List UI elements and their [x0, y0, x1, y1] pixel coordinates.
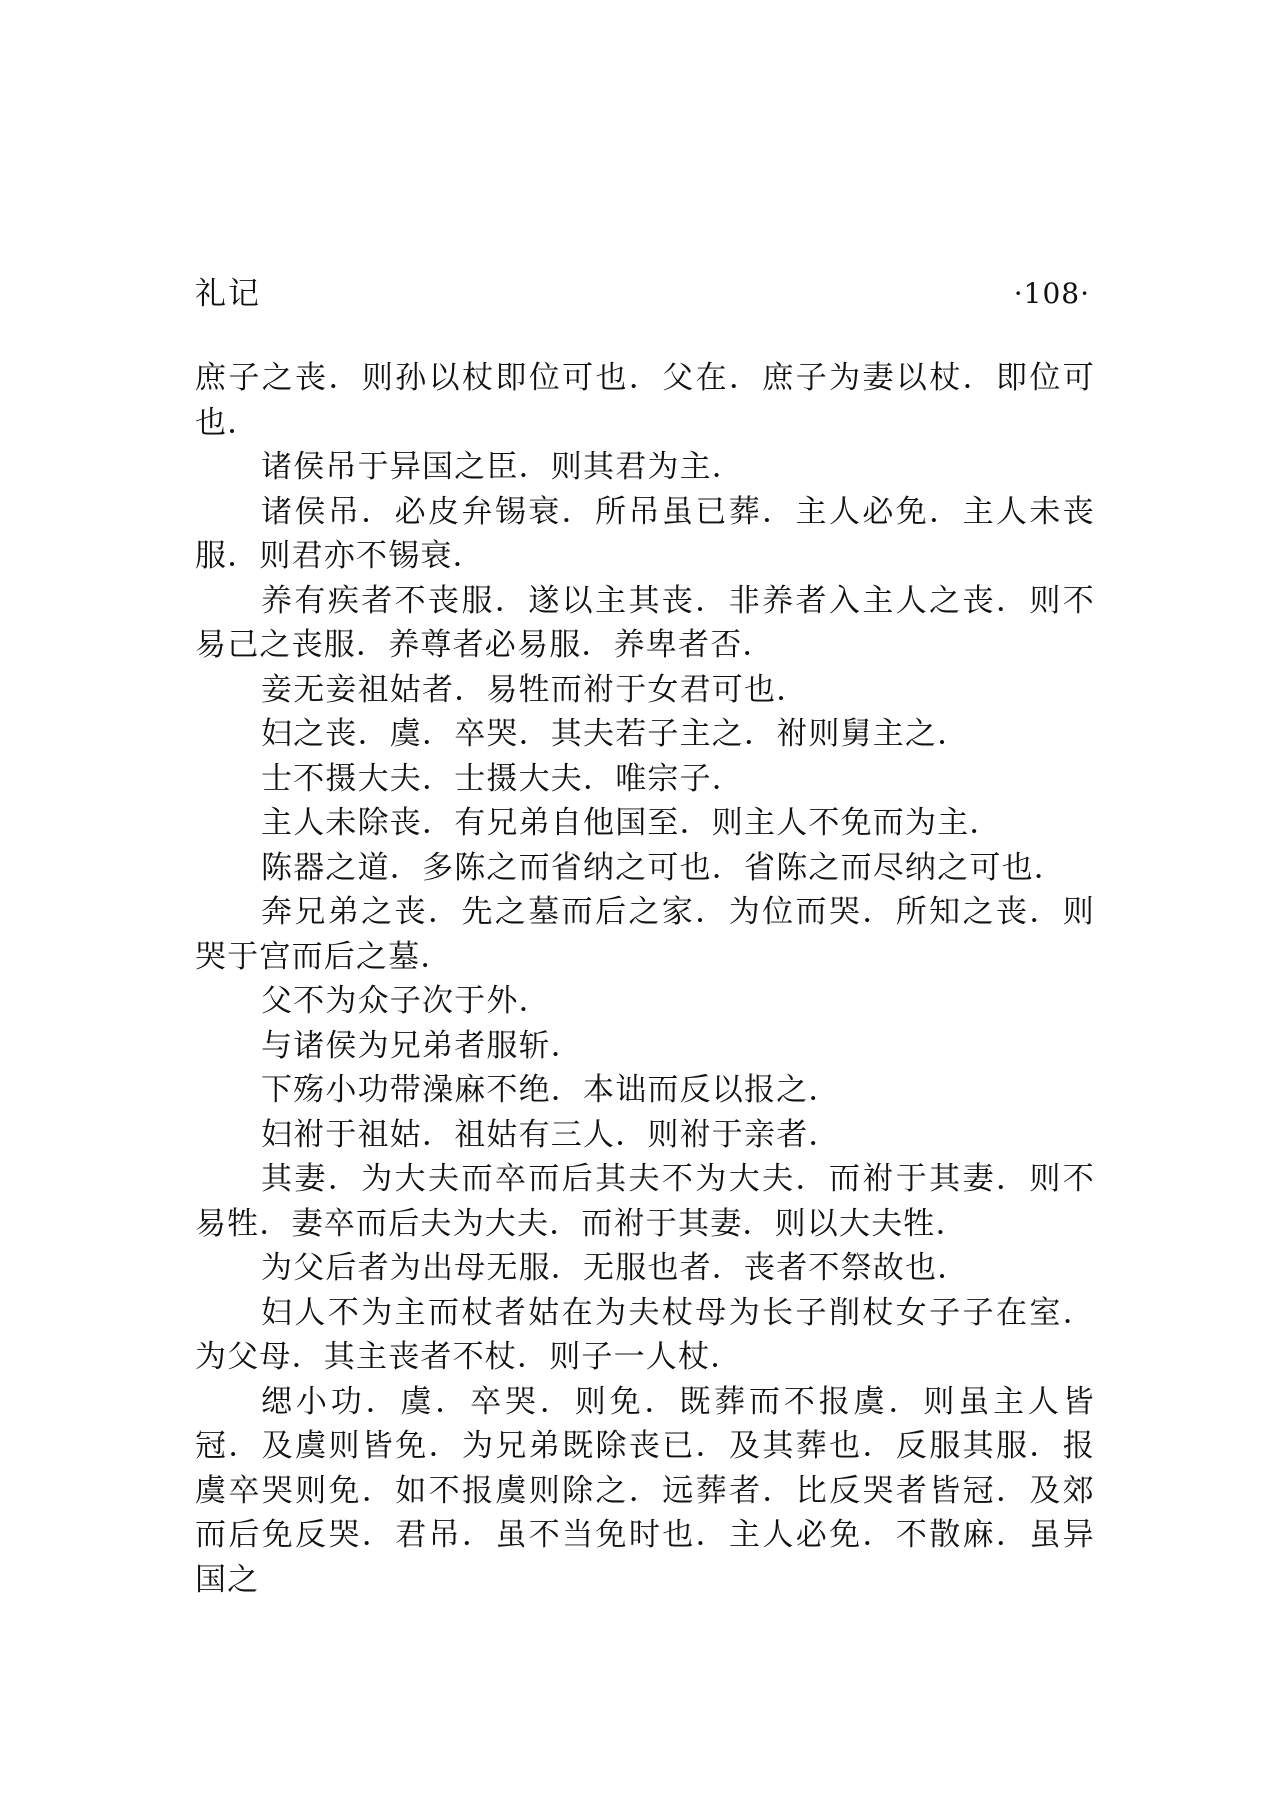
page-header: [195, 270, 1090, 318]
paragraph: 庶子之丧．则孙以杖即位可也．父在．庶子为妻以杖．即位可也．: [195, 360, 1095, 441]
paragraph: 父不为众子次于外．: [261, 983, 551, 1019]
paragraph: 与诸侯为兄弟者服斩．: [261, 1027, 583, 1064]
paragraph: 陈器之道．多陈之而省纳之可也．省陈之而尽纳之可也．: [261, 849, 1066, 886]
paragraph: 为父后者为出母无服．无服也者．丧者不祭故也．: [261, 1250, 970, 1286]
paragraph: 缌小功．虞．卒哭．则免．既葬而不报虞．则虽主人皆冠．及虞则皆免．为兄弟既除丧已．及其葬也．反服其服．报虞卒哭则免．如不报虞则除之．远葬者．比反哭者皆冠．及郊而后免反哭．君吊．虽不当免时也．主人必免．不散麻．虽异国之: [195, 1383, 1095, 1598]
paragraph: 妾无妾祖姑者．易牲而祔于女君可也．: [261, 671, 809, 708]
paragraph: 其妻．为大夫而卒而后其夫不为大夫．而祔于其妻．则不易牲．妻卒而后夫为大夫．而祔于其妻．则以大夫牲．: [195, 1161, 1095, 1242]
page-number: ·108·: [1013, 277, 1090, 310]
paragraph: 妇人不为主而杖者姑在为夫杖母为长子削杖女子子在室．为父母．其主丧者不杖．则子一人杖．: [195, 1294, 1095, 1375]
paragraph: 下殇小功带澡麻不绝．本诎而反以报之．: [261, 1072, 841, 1108]
paragraph: 诸侯吊．必皮弁锡衰．所吊虽已葬．主人必免．主人未丧服．则君亦不锡衰．: [195, 493, 1095, 574]
paragraph: 士不摄大夫．士摄大夫．唯宗子．: [261, 760, 744, 797]
paragraph: 养有疾者不丧服．遂以主其丧．非养者入主人之丧．则不易己之丧服．养尊者必易服．养卑者否．: [195, 582, 1095, 663]
paragraph: 诸侯吊于异国之臣．则其君为主．: [261, 449, 744, 485]
paragraph: 妇之丧．虞．卒哭．其夫若子主之．祔则舅主之．: [261, 716, 970, 752]
paragraph: 主人未除丧．有兄弟自他国至．则主人不免而为主．: [261, 805, 1002, 841]
paragraph: 妇祔于祖姑．祖姑有三人．则祔于亲者．: [261, 1116, 841, 1153]
running-title: 礼记: [195, 276, 261, 312]
paragraph: 奔兄弟之丧．先之墓而后之家．为位而哭．所知之丧．则哭于宫而后之墓．: [195, 894, 1095, 975]
body-text: [195, 356, 1095, 1602]
